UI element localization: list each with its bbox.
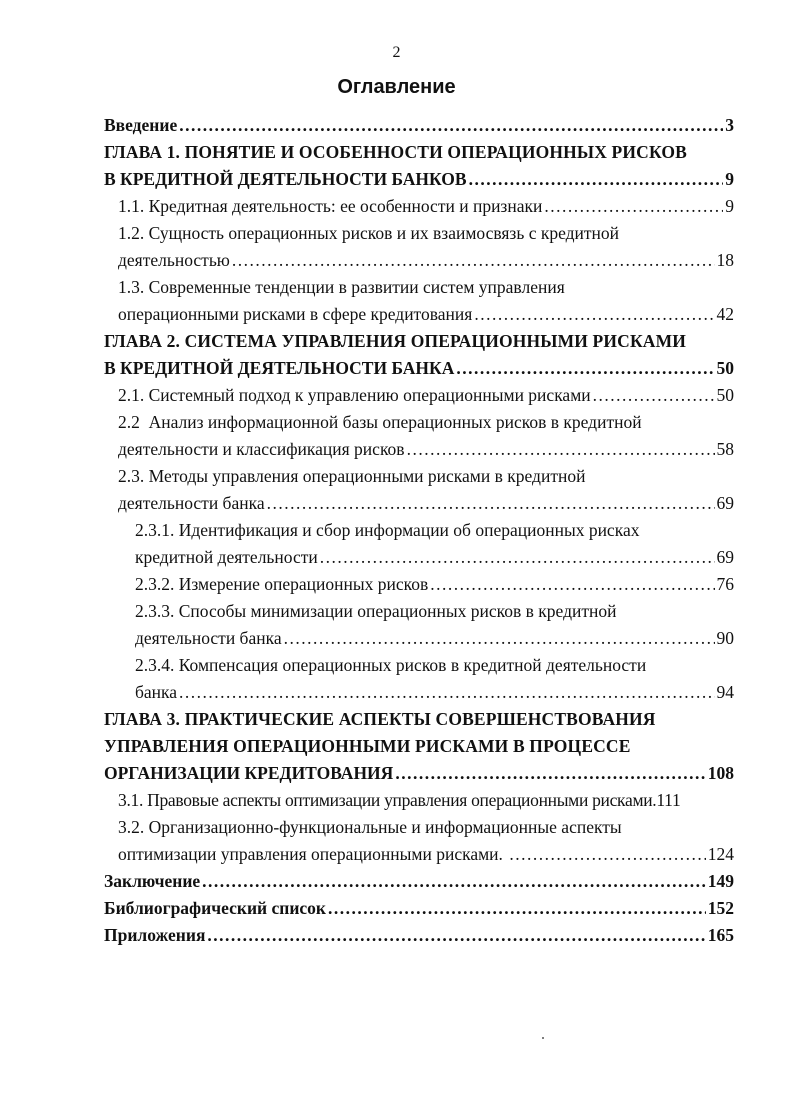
toc-entry-section-2-3-4[interactable] xyxy=(104,652,734,706)
toc-entry-section-2-3[interactable] xyxy=(104,463,734,517)
toc-entry-text: 3.2. Организационно-функциональные и информационные аспекты xyxy=(118,817,622,837)
toc-entry-text: 2.1. Системный подход к управлению операционными рисками xyxy=(118,385,591,405)
dot-leader xyxy=(456,355,714,382)
toc-entry-text: 2.3.1. Идентификация и сбор информации об операционных рисках xyxy=(135,520,640,540)
toc-entry-text: деятельности и классификация рисков xyxy=(118,439,405,459)
dot-leader xyxy=(284,625,715,652)
toc-page-number: 9 xyxy=(725,196,734,216)
toc-page-number: 69 xyxy=(716,493,734,513)
toc-entry-text: 2.3. Методы управления операционными рисками в кредитной xyxy=(118,466,586,486)
toc-page-number: 9 xyxy=(725,169,734,189)
toc-entry-text: банка xyxy=(135,682,178,702)
toc-entry-text: 1.1. Кредитная деятельность: ее особенности и признаки xyxy=(118,196,543,216)
toc-page-number: 149 xyxy=(707,871,734,891)
toc-entry-text: Введение xyxy=(104,115,178,135)
toc-entry-bibliography[interactable] xyxy=(104,895,734,922)
toc-entry-appendices[interactable] xyxy=(104,922,734,949)
dot-leader xyxy=(407,436,715,463)
toc-entry-text: Библиографический список xyxy=(104,898,327,918)
dot-leader xyxy=(593,382,715,409)
toc-entry-text: операционными рисками в сфере кредитования xyxy=(118,304,473,324)
dot-leader xyxy=(430,571,714,598)
table-of-contents xyxy=(104,112,734,949)
toc-entry-text: ОРГАНИЗАЦИИ КРЕДИТОВАНИЯ xyxy=(104,763,394,783)
toc-entry-text: 2.3.3. Способы минимизации операционных рисков в кредитной xyxy=(135,601,617,621)
toc-entry-section-1-3[interactable] xyxy=(104,274,734,328)
page-number: 2 xyxy=(392,44,401,61)
toc-entry-section-3-2[interactable] xyxy=(104,814,734,868)
toc-page-number: 76 xyxy=(716,574,734,594)
toc-entry-text: УПРАВЛЕНИЯ ОПЕРАЦИОННЫМИ РИСКАМИ В ПРОЦЕССЕ xyxy=(104,736,631,756)
toc-entry-section-1-1[interactable] xyxy=(104,193,734,220)
dot-leader xyxy=(474,301,714,328)
dot-leader xyxy=(179,679,714,706)
toc-page-number: 108 xyxy=(707,763,734,783)
toc-entry-text: 2.3.2. Измерение операционных рисков xyxy=(135,574,429,594)
toc-entry-section-2-3-3[interactable] xyxy=(104,598,734,652)
toc-page-number: 3 xyxy=(725,115,734,135)
dot-leader xyxy=(179,112,723,139)
toc-page-number: 42 xyxy=(716,304,734,324)
toc-entry-section-1-2[interactable] xyxy=(104,220,734,274)
toc-entry-text: 1.3. Современные тенденции в развитии систем управления xyxy=(118,277,565,297)
toc-entry-text: ГЛАВА 3. ПРАКТИЧЕСКИЕ АСПЕКТЫ СОВЕРШЕНСТВОВАНИЯ xyxy=(104,709,656,729)
dot-leader xyxy=(509,841,705,868)
toc-entry-section-2-2[interactable] xyxy=(104,409,734,463)
toc-entry-section-3-1[interactable] xyxy=(104,787,734,814)
toc-page-number: 50 xyxy=(716,358,734,378)
toc-entry-text: 2.3.4. Компенсация операционных рисков в кредитной деятельности xyxy=(135,655,647,675)
toc-entry-text: Приложения xyxy=(104,925,206,945)
toc-entry-text: Заключение xyxy=(104,871,201,891)
toc-page-number: 94 xyxy=(716,682,734,702)
toc-entry-text: ГЛАВА 2. СИСТЕМА УПРАВЛЕНИЯ ОПЕРАЦИОННЫМИ РИСКАМИ xyxy=(104,331,686,351)
dot-leader xyxy=(202,868,706,895)
toc-entry-introduction[interactable] xyxy=(104,112,734,139)
toc-page-number: 69 xyxy=(716,547,734,567)
toc-title: Оглавление xyxy=(337,76,456,98)
toc-entry-text: кредитной деятельности xyxy=(135,547,318,567)
toc-page-number: 124 xyxy=(707,844,734,864)
toc-entry-text: 3.1. Правовые аспекты оптимизации управления операционными рисками.111 xyxy=(118,790,681,810)
toc-entry-text: В КРЕДИТНОЙ ДЕЯТЕЛЬНОСТИ БАНКА xyxy=(104,358,455,378)
toc-entry-text: 1.2. Сущность операционных рисков и их взаимосвязь с кредитной xyxy=(118,223,620,243)
toc-page-number: 165 xyxy=(707,925,734,945)
dot-leader xyxy=(469,166,724,193)
dot-leader xyxy=(207,922,705,949)
dot-leader xyxy=(267,490,715,517)
toc-entry-text: ГЛАВА 1. ПОНЯТИЕ И ОСОБЕННОСТИ ОПЕРАЦИОННЫХ РИСКОВ xyxy=(104,142,687,162)
toc-entry-section-2-3-1[interactable] xyxy=(104,517,734,571)
toc-entry-text: деятельностью xyxy=(118,250,230,270)
dot-leader xyxy=(328,895,706,922)
toc-page-number: 18 xyxy=(716,250,734,270)
dot-leader xyxy=(232,247,715,274)
scan-speck xyxy=(542,1037,544,1039)
toc-page-number: 58 xyxy=(716,439,734,459)
toc-entry-text: В КРЕДИТНОЙ ДЕЯТЕЛЬНОСТИ БАНКОВ xyxy=(104,169,467,189)
toc-page-number: 152 xyxy=(707,898,734,918)
toc-entry-chapter-1[interactable] xyxy=(104,139,734,193)
toc-entry-chapter-2[interactable] xyxy=(104,328,734,382)
dot-leader xyxy=(320,544,715,571)
toc-entry-section-2-1[interactable] xyxy=(104,382,734,409)
toc-entry-text: деятельности банка xyxy=(135,628,282,648)
dot-leader xyxy=(544,193,723,220)
toc-entry-section-2-3-2[interactable] xyxy=(104,571,734,598)
toc-entry-conclusion[interactable] xyxy=(104,868,734,895)
toc-entry-text: 2.2 Анализ информационной базы операционных рисков в кредитной xyxy=(118,412,642,432)
toc-entry-text: деятельности банка xyxy=(118,493,265,513)
toc-page-number: 90 xyxy=(716,628,734,648)
toc-entry-text: оптимизации управления операционными рисками. xyxy=(118,844,508,864)
dot-leader xyxy=(395,760,705,787)
toc-page-number: 50 xyxy=(716,385,734,405)
toc-entry-chapter-3[interactable] xyxy=(104,706,734,787)
